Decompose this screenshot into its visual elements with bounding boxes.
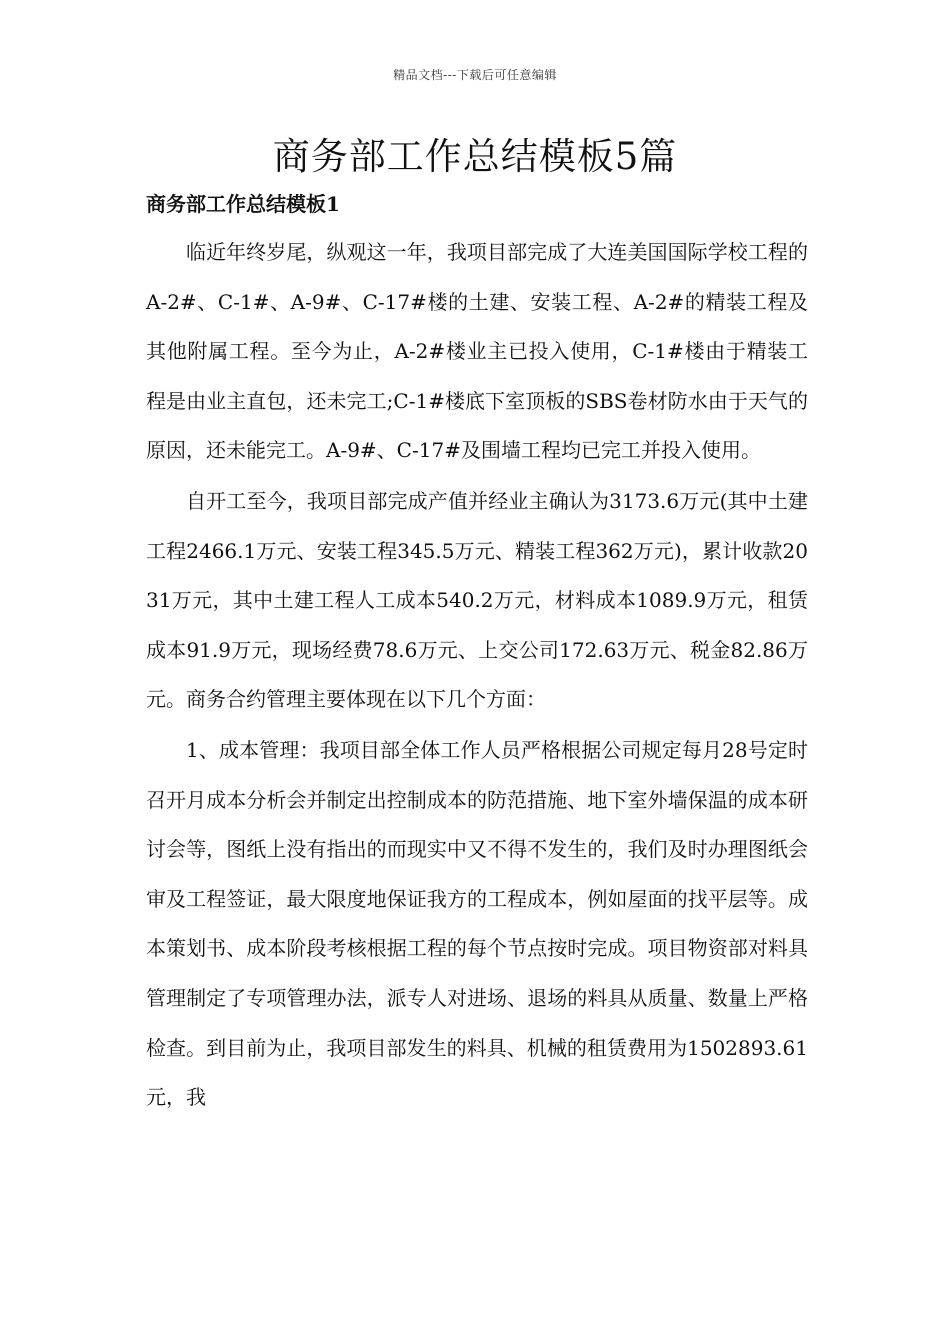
document-title: 商务部工作总结模板5篇 bbox=[272, 135, 678, 178]
document-body bbox=[146, 228, 808, 1123]
paragraph-output-value: 自开工至今，我项目部完成产值并经业主确认为3173.6万元(其中土建工程2466.1万元、安装工程345.5万元、精装工程362万元)，累计收款2031万元，其中土建工程人工成本540.2万元，材料成本1089.9万元，租赁成本91.9万元，现场经费78.6万元、上交公司172.63万元、税金82.86万元。商务合约管理主要体现在以下几个方面： bbox=[146, 488, 808, 712]
section-heading: 商务部工作总结模板1 bbox=[146, 192, 340, 216]
paragraph-cost-management: 1、成本管理：我项目部全体工作人员严格根据公司规定每月28号定时召开月成本分析会并制定出控制成本的防范措施、地下室外墙保温的成本研讨会等，图纸上没有指出的而现实中又不得不发生的，我们及时办理图纸会审及工程签证，最大限度地保证我方的工程成本，例如屋面的找平层等。成本策划书、成本阶段考核根据工程的每个节点按时完成。项目物资部对料具管理制定了专项管理办法，派专人对进场、退场的料具从质量、数量上严格检查。到目前为止，我项目部发生的料具、机械的租赁费用为1502893.61元，我 bbox=[146, 737, 808, 1110]
header-note: 精品文档---下载后可任意编辑 bbox=[393, 68, 557, 82]
paragraph-project-overview: 临近年终岁尾，纵观这一年，我项目部完成了大连美国国际学校工程的A-2#、C-1#、A-9#、C-17#楼的土建、安装工程、A-2#的精装工程及其他附属工程。至今为止，A-2#楼业主已投入使用，C-1#楼由于精装工程是由业主直包，还未完工;C-1#楼底下室顶板的SBS卷材防水由于天气的原因，还未能完工。A-9#、C-17#及围墙工程均已完工并投入使用。 bbox=[146, 240, 808, 463]
